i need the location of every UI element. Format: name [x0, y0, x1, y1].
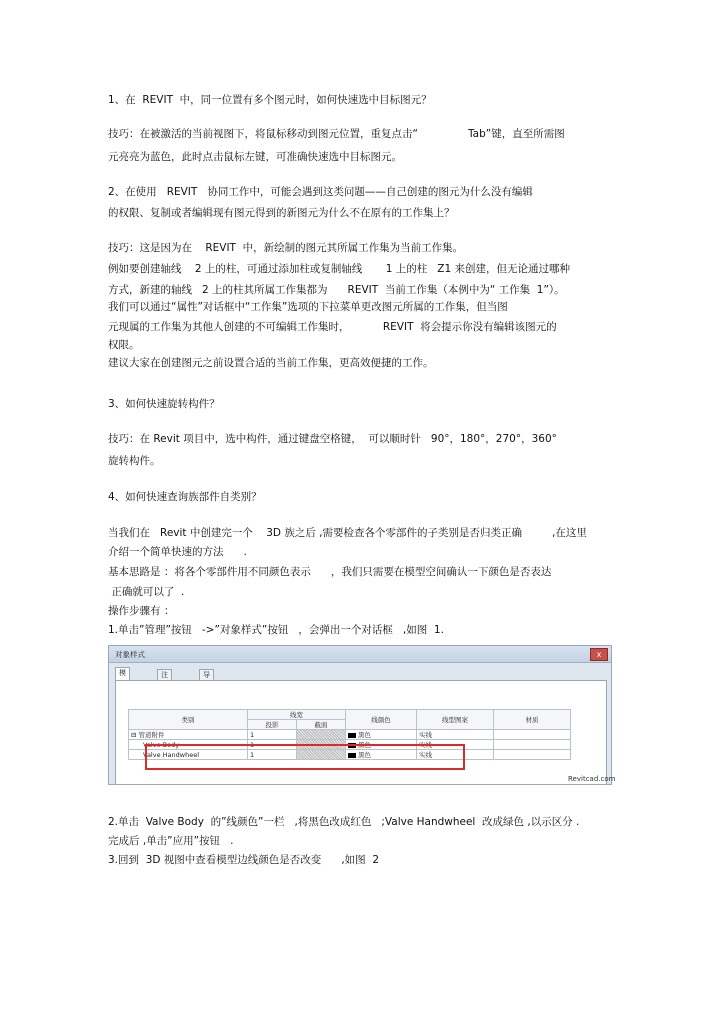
header-line-pattern: 线型图案 — [417, 710, 494, 730]
answer-2-line-1: 技巧：这是因为在 REVIT 中，新绘制的图元其所属工作集为当前工作集。 — [108, 242, 464, 254]
answer-3-line-2: 旋转构件。 — [108, 455, 161, 467]
table-row[interactable] — [129, 730, 571, 740]
question-4: 4、如何快速查询族部件自类别？ — [108, 491, 262, 503]
answer-1-line-2: 元亮亮为蓝色，此时点击鼠标左键，可准确快速选中目标图元。 — [108, 151, 402, 163]
row-category: Valve Body — [129, 740, 248, 750]
answer-4-line-7: 2.单击 Valve Body 的”线颜色”一栏 ,将黑色改成红色 ;Valve Handwheel 改成绿色 ,以示区分 . — [108, 816, 580, 828]
dialog-title: 对象样式 — [115, 650, 145, 659]
row-projection[interactable]: 1 — [248, 740, 297, 750]
row-material[interactable] — [494, 730, 571, 740]
header-cut: 截面 — [297, 720, 346, 730]
row-cut — [297, 730, 346, 740]
close-icon[interactable]: x — [590, 648, 608, 661]
row-material[interactable] — [494, 740, 571, 750]
header-line-color: 线颜色 — [346, 710, 417, 730]
answer-4-line-8: 完成后 ,单击”应用”按钮 . — [108, 835, 234, 847]
color-swatch — [348, 733, 356, 738]
question-1: 1、在 REVIT 中，同一位置有多个图元时，如何快速选中目标图元？ — [108, 94, 432, 106]
answer-2-line-2: 例如要创建轴线 2 上的柱，可通过添加柱或复制轴线 1 上的柱 Z1 来创建，但无论通过哪种 — [108, 263, 570, 275]
watermark-text: Revitcad.com — [568, 775, 616, 783]
answer-4-line-3: 基本思路是 ：将各个零部件用不同颜色表示 ，我们只需要在模型空间确认一下颜色是否表达 — [108, 566, 552, 578]
answer-2-line-3: 方式，新建的轴线 2 上的柱其所属工作集都为 REVIT 当前工作集（本例中为“ 工作集 1”）。 — [108, 284, 565, 296]
header-lineweight: 线宽 — [248, 710, 346, 720]
row-category: ⊟ 管道附件 — [129, 730, 248, 740]
answer-2-line-7: 建议大家在创建图元之前设置合适的当前工作集，更高效便捷的工作。 — [108, 357, 434, 369]
answer-2-line-6: 权限。 — [108, 339, 140, 351]
answer-4-line-1: 当我们在 Revit 中创建完一个 3D 族之后 ,需要检查各个零部件的子类别是否归类正确 ,在这里 — [108, 527, 587, 539]
answer-3-line-1: 技巧：在 Revit 项目中，选中构件，通过键盘空格键， 可以顺时针 90°，180°，270°，360° — [108, 433, 557, 445]
row-category: Valve Handwheel — [129, 750, 248, 760]
tab-imported-objects[interactable]: 导 — [199, 669, 214, 681]
answer-4-line-9: 3.回到 3D 视图中查看模型边线颜色是否改变 ,如图 2 — [108, 854, 380, 866]
answer-4-line-6: 1.单击”管理”按钮 ->”对象样式”按钮 ，会弹出一个对话框 ,如图 1. — [108, 624, 444, 636]
row-projection[interactable]: 1 — [248, 730, 297, 740]
answer-2-line-5: 元现属的工作集为其他人创建的不可编辑工作集时， REVIT 将会提示你没有编辑该图元的 — [108, 321, 557, 333]
tab-annotation-objects[interactable]: 注 — [157, 669, 172, 681]
row-color: 黑色 — [358, 731, 371, 739]
header-category: 类别 — [129, 710, 248, 730]
answer-1-line-1: 技巧：在被激活的当前视图下，将鼠标移动到图元位置，重复点击“ Tab”键，直至所需图 — [108, 128, 565, 140]
row-pattern[interactable]: 实线 — [417, 740, 494, 750]
header-projection: 投影 — [248, 720, 297, 730]
answer-4-line-5: 操作步骤有 ： — [108, 605, 175, 617]
question-2-line-2: 的权限、复制或者编辑现有图元得到的新图元为什么不在原有的工作集上？ — [108, 207, 455, 219]
row-color: 黑色 — [358, 741, 371, 749]
row-pattern[interactable]: 实线 — [417, 730, 494, 740]
tab-model-objects[interactable]: 模 — [115, 667, 130, 681]
header-material: 材质 — [494, 710, 571, 730]
row-color-cell[interactable] — [346, 730, 417, 740]
row-pattern[interactable]: 实线 — [417, 750, 494, 760]
question-3: 3、如何快速旋转构件？ — [108, 398, 220, 410]
highlight-box — [145, 744, 465, 770]
dialog-titlebar — [109, 646, 611, 663]
row-material[interactable] — [494, 750, 571, 760]
row-projection[interactable]: 1 — [248, 750, 297, 760]
answer-4-line-4: 正确就可以了 . — [108, 586, 185, 598]
question-2-line-1: 2、在使用 REVIT 协同工作中，可能会遇到这类问题——自己创建的图元为什么没有编辑 — [108, 186, 533, 198]
answer-2-line-4: 我们可以通过“属性”对话框中“工作集”选项的下拉菜单更改图元所属的工作集，但当图 — [108, 301, 508, 313]
row-color: 黑色 — [358, 751, 371, 759]
answer-4-line-2: 介绍一个简单快速的方法 . — [108, 546, 247, 558]
